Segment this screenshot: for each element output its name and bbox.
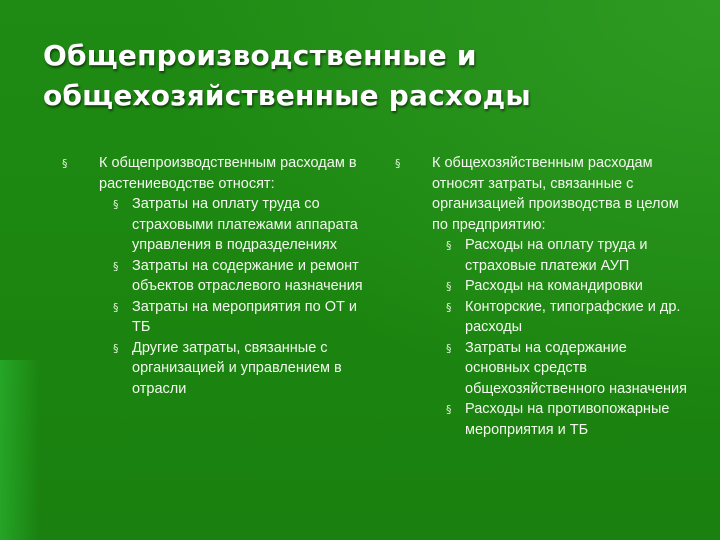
list-item-text: Расходы на оплату труда и страховые платежи АУП (465, 237, 648, 274)
right-bullet (395, 153, 695, 440)
square-bullet-icon: § (113, 341, 119, 355)
square-bullet-icon: § (446, 341, 452, 355)
background-glow (0, 360, 40, 540)
list-item-text: Конторские, типографские и др. расходы (465, 298, 681, 335)
list-item (432, 338, 695, 400)
list-item (99, 194, 374, 256)
right-sub-list (432, 235, 695, 440)
square-bullet-icon: § (446, 300, 452, 314)
list-item-text: Затраты на содержание основных средств общехозяйственного назначения (465, 339, 687, 397)
list-item (99, 297, 374, 338)
list-item-text: Затраты на мероприятия по ОТ и ТБ (132, 298, 358, 335)
square-bullet-icon: § (113, 300, 119, 314)
slide-title-line-2: общехозяйственные расходы (43, 79, 531, 112)
left-column (62, 153, 374, 399)
list-item (99, 256, 374, 297)
square-bullet-icon: § (62, 157, 68, 170)
list-item (432, 399, 695, 440)
right-intro-text: К общехозяйственным расходам относят затраты, связанные с организацией производства в целом по предприятию: (432, 155, 679, 233)
square-bullet-icon: § (446, 239, 452, 252)
square-bullet-icon: § (113, 259, 119, 273)
list-item (432, 276, 695, 297)
square-bullet-icon: § (446, 403, 452, 416)
slide-title (43, 36, 683, 116)
list-item-text: Затраты на оплату труда со страховыми платежами аппарата управления в подразделениях (132, 196, 358, 253)
left-bullet (62, 153, 374, 399)
slide-title-line-1: Общепроизводственные и (43, 39, 477, 72)
list-item (432, 235, 695, 276)
left-intro-text: К общепроизводственным расходам в растениеводстве относят: (99, 155, 357, 192)
list-item-text: Другие затраты, связанные с организацией и управлением в отрасли (132, 339, 342, 397)
right-column (395, 153, 695, 440)
square-bullet-icon: § (446, 280, 452, 293)
list-item-text: Затраты на содержание и ремонт объектов отраслевого назначения (132, 257, 363, 294)
left-sub-list (99, 194, 374, 399)
list-item-text: Расходы на противопожарные мероприятия и ТБ (465, 401, 670, 438)
list-item-text: Расходы на командировки (465, 278, 643, 294)
square-bullet-icon: § (113, 198, 119, 211)
square-bullet-icon: § (395, 157, 401, 170)
list-item (99, 338, 374, 400)
list-item (432, 297, 695, 338)
